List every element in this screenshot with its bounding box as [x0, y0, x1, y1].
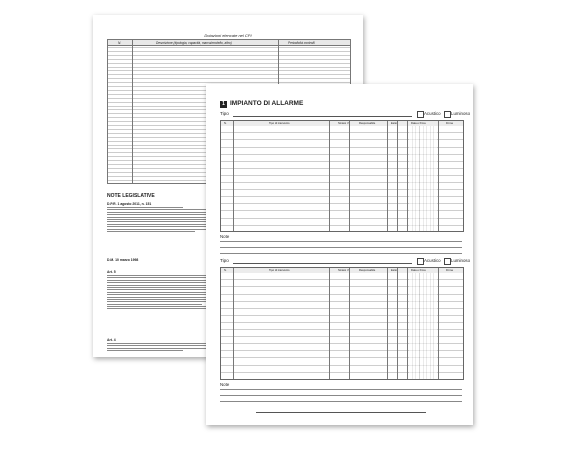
col-periodicity: Periodicità controlli	[288, 40, 315, 45]
tipo-line	[233, 263, 412, 264]
equipment-table-header	[108, 40, 350, 46]
table-divider	[329, 121, 330, 231]
tipo-label: Tipo	[220, 258, 229, 263]
table-divider	[397, 121, 398, 231]
col-signature: Firma	[446, 122, 453, 125]
date-grid	[409, 126, 437, 231]
table-divider	[349, 268, 350, 379]
acustico-label: Acustico	[424, 111, 441, 116]
col-number: N.	[224, 122, 227, 125]
col-intervention: Tipo di intervento	[269, 269, 290, 272]
table-divider	[233, 121, 234, 231]
acustico-label: Acustico	[424, 258, 441, 263]
col-description: Descrizione (tipologia, capacità, marca/modello, altro)	[156, 40, 232, 45]
law-ref: Art. 5	[107, 270, 116, 274]
note-label: Note	[220, 382, 230, 387]
table-divider	[407, 268, 408, 379]
table-divider	[438, 268, 439, 379]
col-signature: Firma	[446, 269, 453, 272]
note-line	[220, 401, 462, 402]
note-line	[220, 253, 462, 254]
table-divider	[387, 121, 388, 231]
col-number: N.	[118, 40, 122, 45]
luminoso-label: Luminoso	[451, 258, 471, 263]
law-ref: D.M. 10 marzo 1998	[107, 258, 139, 262]
col-outcome: Esito	[391, 269, 397, 272]
col-date-signature: Data e firma	[411, 269, 426, 272]
col-outcome: Esito	[391, 122, 397, 125]
col-responsible: Responsabile	[359, 269, 376, 272]
law-ref: D.P.R. 1 agosto 2011, n. 151	[107, 202, 152, 206]
front-sheet	[206, 84, 473, 425]
date-grid	[409, 273, 437, 379]
intervention-table	[220, 120, 464, 232]
note-line	[220, 247, 462, 248]
acustico-checkbox[interactable]	[417, 258, 424, 265]
col-responsible: Responsabile	[359, 122, 376, 125]
table-divider	[438, 121, 439, 231]
luminoso-checkbox[interactable]	[444, 258, 451, 265]
table-divider	[397, 268, 398, 379]
luminoso-label: Luminoso	[451, 111, 471, 116]
table-divider	[349, 121, 350, 231]
luminoso-checkbox[interactable]	[444, 111, 451, 118]
note-line	[220, 241, 462, 242]
table-divider	[233, 268, 234, 379]
law-ref: Art. 4	[107, 338, 116, 342]
col-number: N.	[224, 269, 227, 272]
note-label: Note	[220, 234, 230, 239]
back-table-title: Dotazioni elencate nel CPI	[204, 33, 252, 38]
table-divider	[329, 268, 330, 379]
intervention-table	[220, 267, 464, 380]
note-line	[220, 389, 462, 390]
col-sintesi: Sintesi n°	[338, 269, 350, 272]
table-divider	[407, 121, 408, 231]
acustico-checkbox[interactable]	[417, 111, 424, 118]
table-divider	[132, 40, 133, 183]
tipo-label: Tipo	[220, 111, 229, 116]
col-date-signature: Data e firma	[411, 122, 426, 125]
footer-text-placeholder	[220, 412, 462, 413]
table-divider	[387, 268, 388, 379]
section-title: IMPIANTO DI ALLARME	[230, 100, 304, 107]
notes-title: NOTE LEGISLATIVE	[107, 193, 155, 199]
note-line	[220, 395, 462, 396]
col-sintesi: Sintesi n°	[338, 122, 350, 125]
tipo-line	[233, 116, 412, 117]
col-intervention: Tipo di intervento	[269, 122, 290, 125]
section-number-badge: 1	[220, 101, 227, 108]
